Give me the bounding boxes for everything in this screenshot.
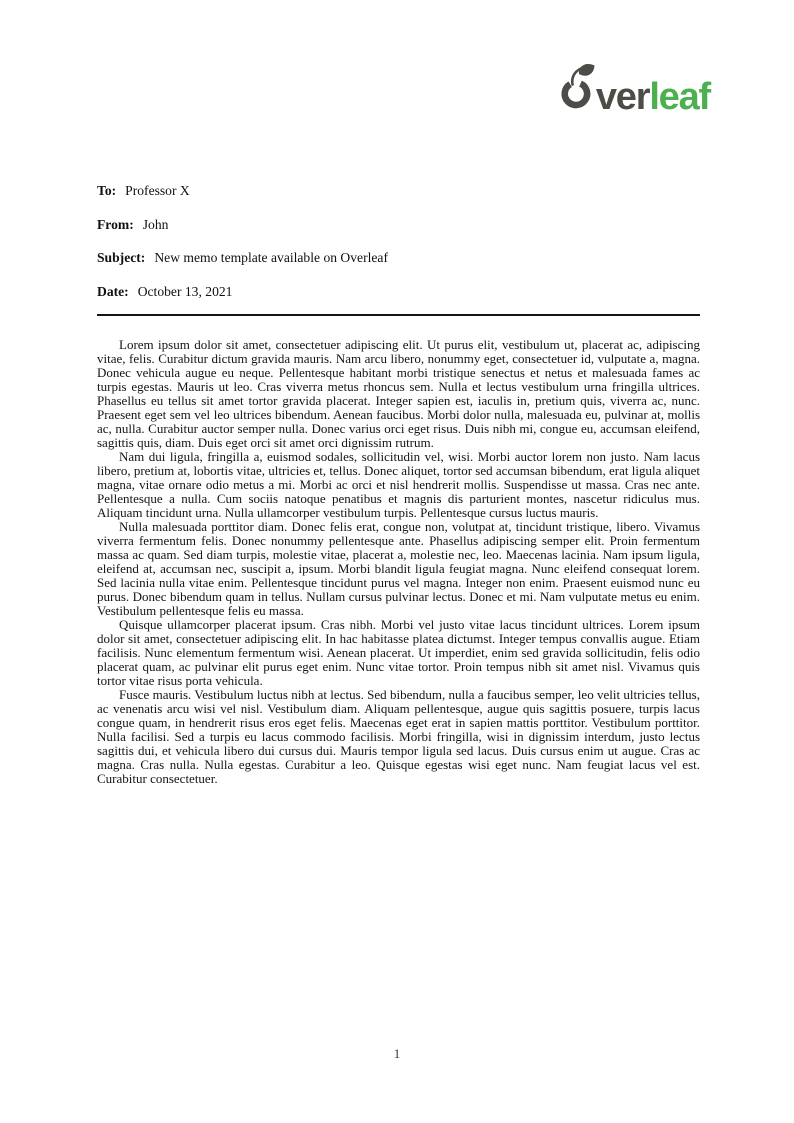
body-paragraph-3: Nulla malesuada porttitor diam. Donec felis erat, congue non, volutpat at, tincidunt tristique, libero. Vivamus viverra fermentum felis. Donec nonummy pellentesque ante. Phasellus adipiscing semper elit. Proin fermentum massa ac quam. Sed diam turpis, molestie vitae, placerat a, molestie nec, leo. Maecenas lacinia. Nam ipsum ligula, eleifend at, accumsan nec, suscipit a, ipsum. Morbi blandit ligula feugiat magna. Nunc eleifend consequat lorem. Sed lacinia nulla vitae enim. Pellentesque tincidunt purus vel magna. Integer non enim. Praesent euismod nunc eu purus. Donec bibendum quam in tellus. Nullam cursus pulvinar lectus. Donec et mi. Nam vulputate metus eu enim. Vestibulum pellentesque felis eu massa. [97, 519, 700, 618]
memo-field-to-value: Professor X [125, 183, 190, 198]
memo-header-block [97, 183, 700, 317]
body-paragraph-2: Nam dui ligula, fringilla a, euismod sodales, sollicitudin vel, wisi. Morbi auctor lorem non justo. Nam lacus libero, pretium at, lobortis vitae, ultricies et, tellus. Donec aliquet, tortor sed accumsan bibendum, erat ligula aliquet magna, vitae ornare odio metus a mi. Morbi ac orci et nisl hendrerit mollis. Suspendisse ut massa. Cras nec ante. Pellentesque a nulla. Cum sociis natoque penatibus et magnis dis parturient montes, nascetur ridiculus mus. Aliquam tincidunt urna. Nulla ullamcorper vestibulum turpis. Pellentesque cursus luctus mauris. [97, 449, 700, 520]
memo-field-from-value: John [142, 216, 169, 232]
memo-field-from-label: From: [97, 216, 134, 232]
body-paragraph-1: Lorem ipsum dolor sit amet, consectetuer adipiscing elit. Ut purus elit, vestibulum ut, placerat ac, adipiscing vitae, felis. Curabitur dictum gravida mauris. Nam arcu libero, nonummy eget, consectetuer id, vulputate a, magna. Donec vehicula augue eu neque. Pellentesque habitant morbi tristique senectus et netus et malesuada fames ac turpis egestas. Mauris ut leo. Cras viverra metus rhoncus sem. Nulla et lectus vestibulum urna fringilla ultrices. Phasellus eu tellus sit amet tortor gravida placerat. Integer sapien est, iaculis in, pretium quis, viverra ac, nunc. Praesent eget sem vel leo ultrices bibendum. Aenean faucibus. Morbi dolor nulla, malesuada eu, pulvinar at, mollis ac, nulla. Curabitur auctor semper nulla. Donec varius orci eget risus. Duis nibh mi, congue eu, accumsan eleifend, sagittis quis, diam. Duis eget orci sit amet orci dignissim rutrum. [97, 337, 700, 450]
memo-field-to [97, 183, 700, 199]
memo-field-subject [97, 250, 700, 266]
header-divider-rule [97, 314, 700, 316]
overleaf-logo [558, 61, 710, 118]
memo-field-from [97, 217, 700, 233]
logo-text-leaf: leaf [649, 76, 710, 118]
memo-field-subject-label: Subject: [97, 250, 146, 265]
logo-wordmark [596, 78, 710, 116]
page-number: 1 [393, 1046, 401, 1061]
memo-field-date-label: Date: [97, 283, 129, 299]
memo-field-subject-value: New memo template available on Overleaf [154, 250, 388, 265]
overleaf-o-leaf-icon [558, 61, 595, 109]
memo-body [97, 338, 700, 786]
logo-text-over: ver [595, 76, 650, 118]
body-paragraph-4: Quisque ullamcorper placerat ipsum. Cras nibh. Morbi vel justo vitae lacus tincidunt ultrices. Lorem ipsum dolor sit amet, consectetuer adipiscing elit. In hac habitasse platea dictumst. Integer tempus convallis augue. Etiam facilisis. Nunc elementum fermentum wisi. Aenean placerat. Ut imperdiet, enim sed gravida sollicitudin, felis odio placerat quam, ac pulvinar elit purus eget enim. Nunc vitae tortor. Proin tempus nibh sit amet nisl. Vivamus quis tortor vitae risus porta vehicula. [97, 617, 700, 688]
memo-field-date-value: October 13, 2021 [137, 283, 233, 299]
memo-field-to-label: To: [97, 183, 117, 198]
body-paragraph-5: Fusce mauris. Vestibulum luctus nibh at lectus. Sed bibendum, nulla a faucibus semper, leo velit ultricies tellus, ac venenatis arcu wisi vel nisl. Vestibulum diam. Aliquam pellentesque, augue quis sagittis posuere, turpis lacus congue quam, in hendrerit risus eros eget felis. Maecenas eget erat in sapien mattis porttitor. Vestibulum porttitor. Nulla facilisi. Sed a turpis eu lacus commodo facilisis. Morbi fringilla, wisi in dignissim interdum, justo lectus sagittis dui, et vehicula libero dui cursus dui. Mauris tempor ligula sed lacus. Duis cursus enim ut augue. Cras ac magna. Cras nulla. Nulla egestas. Curabitur a leo. Quisque egestas wisi eget nunc. Nam feugiat lacus vel est. Curabitur consectetuer. [97, 687, 700, 786]
memo-field-date [97, 284, 700, 300]
